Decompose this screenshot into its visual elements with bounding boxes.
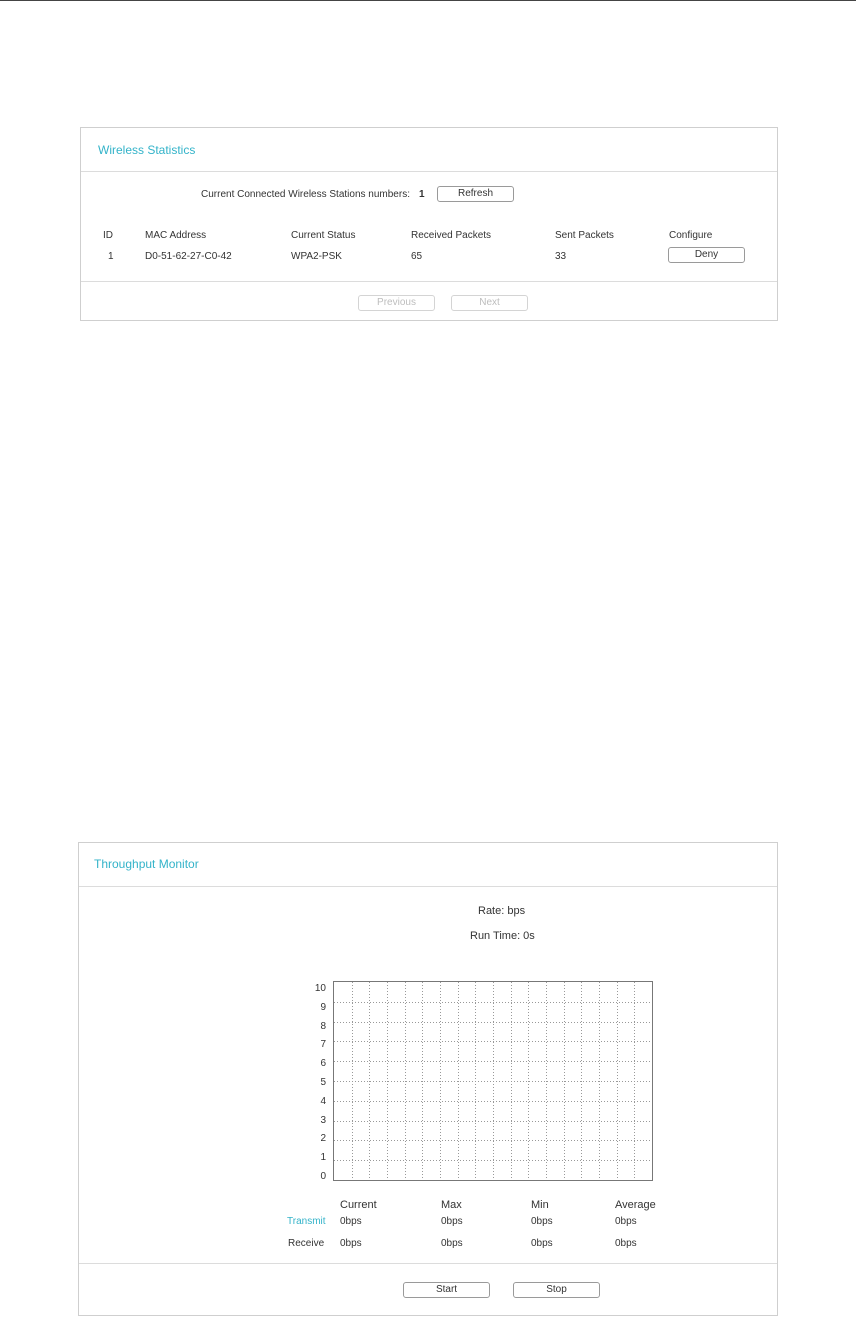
y-tick-label: 4: [320, 1095, 326, 1107]
throughput-monitor-title: Throughput Monitor: [94, 857, 199, 871]
transmit-label: Transmit: [287, 1216, 326, 1227]
transmit-average: 0bps: [615, 1216, 637, 1227]
column-header-id: ID: [103, 230, 113, 241]
transmit-min: 0bps: [531, 1216, 553, 1227]
stations-count-label: Current Connected Wireless Stations numbers:: [201, 189, 410, 200]
divider: [79, 1263, 777, 1264]
transmit-current: 0bps: [340, 1216, 362, 1227]
y-tick-label: 10: [314, 983, 326, 994]
y-tick-label: 7: [320, 1039, 326, 1051]
column-header-sent: Sent Packets: [555, 230, 614, 241]
transmit-max: 0bps: [441, 1216, 463, 1227]
column-header-received: Received Packets: [411, 230, 492, 241]
y-tick-label: 1: [320, 1152, 326, 1164]
start-button[interactable]: Start: [403, 1282, 490, 1298]
stat-header-min: Min: [531, 1199, 549, 1211]
column-header-configure: Configure: [669, 230, 713, 241]
chart-grid: [334, 982, 652, 1180]
cell-received: 65: [411, 251, 423, 262]
wireless-statistics-panel: [80, 127, 778, 321]
next-button[interactable]: Next: [451, 295, 528, 311]
y-tick-label: 3: [320, 1114, 326, 1126]
cell-status: WPA2-PSK: [291, 251, 342, 262]
cell-mac: D0-51-62-27-C0-42: [145, 251, 232, 262]
stop-button[interactable]: Stop: [513, 1282, 600, 1298]
refresh-button[interactable]: Refresh: [437, 186, 514, 202]
previous-button[interactable]: Previous: [358, 295, 435, 311]
runtime-text: Run Time: 0s: [470, 930, 535, 942]
wireless-statistics-title: Wireless Statistics: [98, 143, 196, 157]
stat-header-average: Average: [615, 1199, 656, 1211]
y-tick-label: 6: [320, 1058, 326, 1070]
cell-sent: 33: [555, 251, 567, 262]
y-tick-label: 0: [320, 1171, 326, 1182]
rate-text: Rate: bps: [478, 905, 526, 917]
y-tick-label: 8: [320, 1020, 326, 1032]
y-tick-label: 9: [320, 1001, 326, 1013]
divider: [81, 171, 777, 172]
stations-count-value: 1: [419, 189, 425, 200]
receive-max: 0bps: [441, 1238, 463, 1249]
receive-current: 0bps: [340, 1238, 362, 1249]
receive-label: Receive: [288, 1238, 325, 1249]
divider: [79, 886, 777, 887]
y-tick-label: 5: [320, 1077, 326, 1088]
divider: [81, 281, 777, 282]
page-top-rule: [0, 0, 856, 1]
deny-button[interactable]: Deny: [668, 247, 745, 263]
y-tick-label: 2: [320, 1133, 326, 1145]
throughput-chart: [333, 981, 653, 1181]
stat-header-max: Max: [441, 1199, 462, 1211]
stat-header-current: Current: [340, 1199, 377, 1211]
receive-min: 0bps: [531, 1238, 553, 1249]
receive-average: 0bps: [615, 1238, 637, 1249]
cell-id: 1: [108, 251, 114, 262]
column-header-status: Current Status: [291, 230, 356, 241]
column-header-mac: MAC Address: [145, 230, 207, 241]
